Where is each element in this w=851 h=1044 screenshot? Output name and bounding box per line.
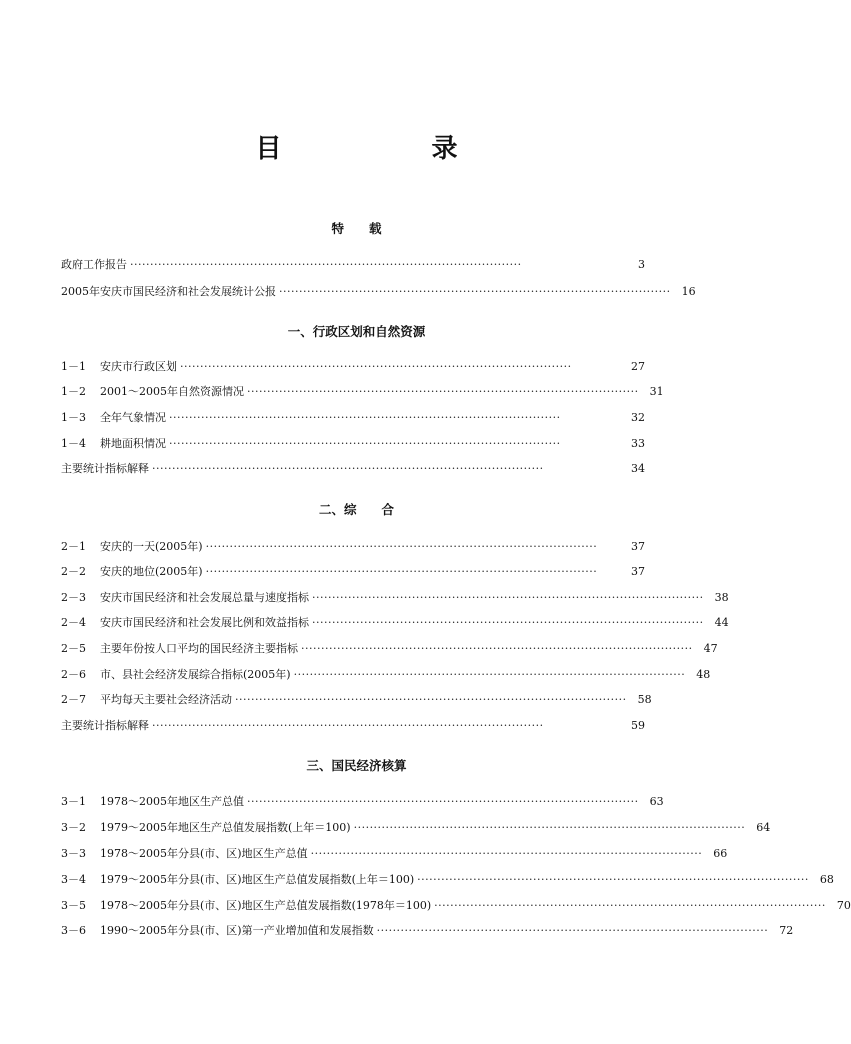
entry-number: 3－3 xyxy=(61,847,86,860)
toc-entry[interactable] xyxy=(61,589,729,605)
entry-title: 平均每天主要社会经济活动 xyxy=(100,693,232,706)
entry-number: 2－6 xyxy=(61,668,86,681)
leader-dots: ·································································································· xyxy=(434,899,826,912)
entry-title: 1978～2005年地区生产总值 xyxy=(100,795,244,808)
entry-title: 主要统计指标解释 xyxy=(61,719,149,732)
entry-page: 33 xyxy=(631,437,645,450)
leader-dots: ·································································································· xyxy=(169,437,561,450)
toc-entry[interactable] xyxy=(61,283,696,299)
entry-number: 2－7 xyxy=(61,693,86,706)
toc-entry[interactable] xyxy=(61,871,834,887)
entry-title: 主要年份按人口平均的国民经济主要指标 xyxy=(100,642,298,655)
entry-page: 72 xyxy=(779,924,794,937)
toc-entry[interactable] xyxy=(61,563,645,579)
leader-dots: ·································································································· xyxy=(417,873,809,886)
toc-entry[interactable] xyxy=(61,256,645,272)
leader-dots: ·································································································· xyxy=(310,847,703,860)
leader-dots: ·································································································· xyxy=(312,591,704,604)
leader-dots: ·································································································· xyxy=(279,285,671,298)
toc-entry[interactable] xyxy=(61,435,645,451)
leader-dots: ·································································································· xyxy=(235,693,627,706)
entry-number: 3－6 xyxy=(61,924,86,937)
entry-page: 34 xyxy=(631,462,645,475)
entry-title: 全年气象情况 xyxy=(100,411,166,424)
section-heading-3: 三、国民经济核算 xyxy=(306,758,407,773)
leader-dots: ·································································································· xyxy=(312,616,704,629)
entry-title: 1978～2005年分县(市、区)地区生产总值 xyxy=(100,847,308,860)
entry-number: 3－2 xyxy=(61,821,86,834)
entry-page: 3 xyxy=(638,258,645,271)
toc-entry[interactable] xyxy=(61,460,645,476)
entry-number: 3－4 xyxy=(61,873,86,886)
entry-page: 66 xyxy=(713,847,728,860)
entry-number: 1－3 xyxy=(61,411,86,424)
toc-entry[interactable] xyxy=(61,409,645,425)
entry-page: 32 xyxy=(631,411,645,424)
entry-number: 2－3 xyxy=(61,591,86,604)
entry-number: 1－1 xyxy=(61,360,86,373)
entry-page: 64 xyxy=(756,821,771,834)
entry-title: 耕地面积情况 xyxy=(100,437,166,450)
entry-page: 31 xyxy=(649,385,664,398)
entry-title: 1979～2005年分县(市、区)地区生产总值发展指数(上年＝100) xyxy=(100,873,415,886)
leader-dots: ·································································································· xyxy=(293,668,686,681)
entry-title: 安庆市国民经济和社会发展比例和效益指标 xyxy=(100,616,309,629)
leader-dots: ·································································································· xyxy=(180,360,572,373)
toc-entry[interactable] xyxy=(61,614,729,630)
toc-entry[interactable] xyxy=(61,793,664,809)
entry-page: 44 xyxy=(714,616,729,629)
entry-number: 3－5 xyxy=(61,899,86,912)
entry-number: 2－1 xyxy=(61,540,86,553)
toc-entry[interactable] xyxy=(61,922,794,938)
leader-dots: ·································································································· xyxy=(205,540,598,553)
leader-dots: ·································································································· xyxy=(247,795,639,808)
entry-number: 1－2 xyxy=(61,385,86,398)
leader-dots: ·································································································· xyxy=(152,719,544,732)
toc-entry[interactable] xyxy=(61,691,652,707)
entry-title: 2005年安庆市国民经济和社会发展统计公报 xyxy=(61,285,276,298)
entry-title: 安庆市国民经济和社会发展总量与速度指标 xyxy=(100,591,309,604)
entry-title: 1979～2005年地区生产总值发展指数(上年＝100) xyxy=(100,821,351,834)
entry-page: 37 xyxy=(631,565,645,578)
toc-entry[interactable] xyxy=(61,666,711,682)
entry-title: 主要统计指标解释 xyxy=(61,462,149,475)
leader-dots: ·································································································· xyxy=(376,924,769,937)
entry-page: 48 xyxy=(696,668,711,681)
entry-title: 2001～2005年自然资源情况 xyxy=(100,385,244,398)
toc-entry[interactable] xyxy=(61,538,645,554)
entry-page: 70 xyxy=(836,899,851,912)
page-title: 目 录 xyxy=(255,134,520,164)
toc-entry[interactable] xyxy=(61,897,851,913)
toc-entry[interactable] xyxy=(61,640,718,656)
leader-dots: ·································································································· xyxy=(130,258,522,271)
entry-title: 1978～2005年分县(市、区)地区生产总值发展指数(1978年＝100) xyxy=(100,899,432,912)
toc-entry[interactable] xyxy=(61,845,728,861)
leader-dots: ·································································································· xyxy=(169,411,561,424)
entry-title: 市、县社会经济发展综合指标(2005年) xyxy=(100,668,291,681)
section-heading-special: 特 载 xyxy=(331,221,382,236)
entry-page: 27 xyxy=(631,360,645,373)
leader-dots: ·································································································· xyxy=(205,565,598,578)
toc-entry[interactable] xyxy=(61,383,664,399)
entry-page: 47 xyxy=(703,642,718,655)
entry-number: 1－4 xyxy=(61,437,86,450)
entry-page: 38 xyxy=(714,591,729,604)
section-heading-1: 一、行政区划和自然资源 xyxy=(287,324,426,339)
section-heading-2: 二、综 合 xyxy=(318,502,394,517)
entry-number: 3－1 xyxy=(61,795,86,808)
entry-title: 安庆的一天(2005年) xyxy=(100,540,203,553)
entry-number: 2－4 xyxy=(61,616,86,629)
entry-number: 2－5 xyxy=(61,642,86,655)
leader-dots: ·································································································· xyxy=(152,462,544,475)
entry-page: 68 xyxy=(819,873,834,886)
toc-entry[interactable] xyxy=(61,819,771,835)
entry-page: 16 xyxy=(681,285,696,298)
entry-page: 37 xyxy=(631,540,645,553)
toc-entry[interactable] xyxy=(61,358,645,374)
entry-page: 58 xyxy=(637,693,652,706)
entry-title: 政府工作报告 xyxy=(61,258,127,271)
entry-page: 59 xyxy=(631,719,645,732)
entry-title: 1990～2005年分县(市、区)第一产业增加值和发展指数 xyxy=(100,924,374,937)
leader-dots: ·································································································· xyxy=(353,821,746,834)
entry-number: 2－2 xyxy=(61,565,86,578)
entry-title: 安庆的地位(2005年) xyxy=(100,565,203,578)
toc-entry[interactable] xyxy=(61,717,645,733)
entry-title: 安庆市行政区划 xyxy=(100,360,177,373)
entry-page: 63 xyxy=(649,795,664,808)
leader-dots: ·································································································· xyxy=(301,642,693,655)
leader-dots: ·································································································· xyxy=(247,385,639,398)
